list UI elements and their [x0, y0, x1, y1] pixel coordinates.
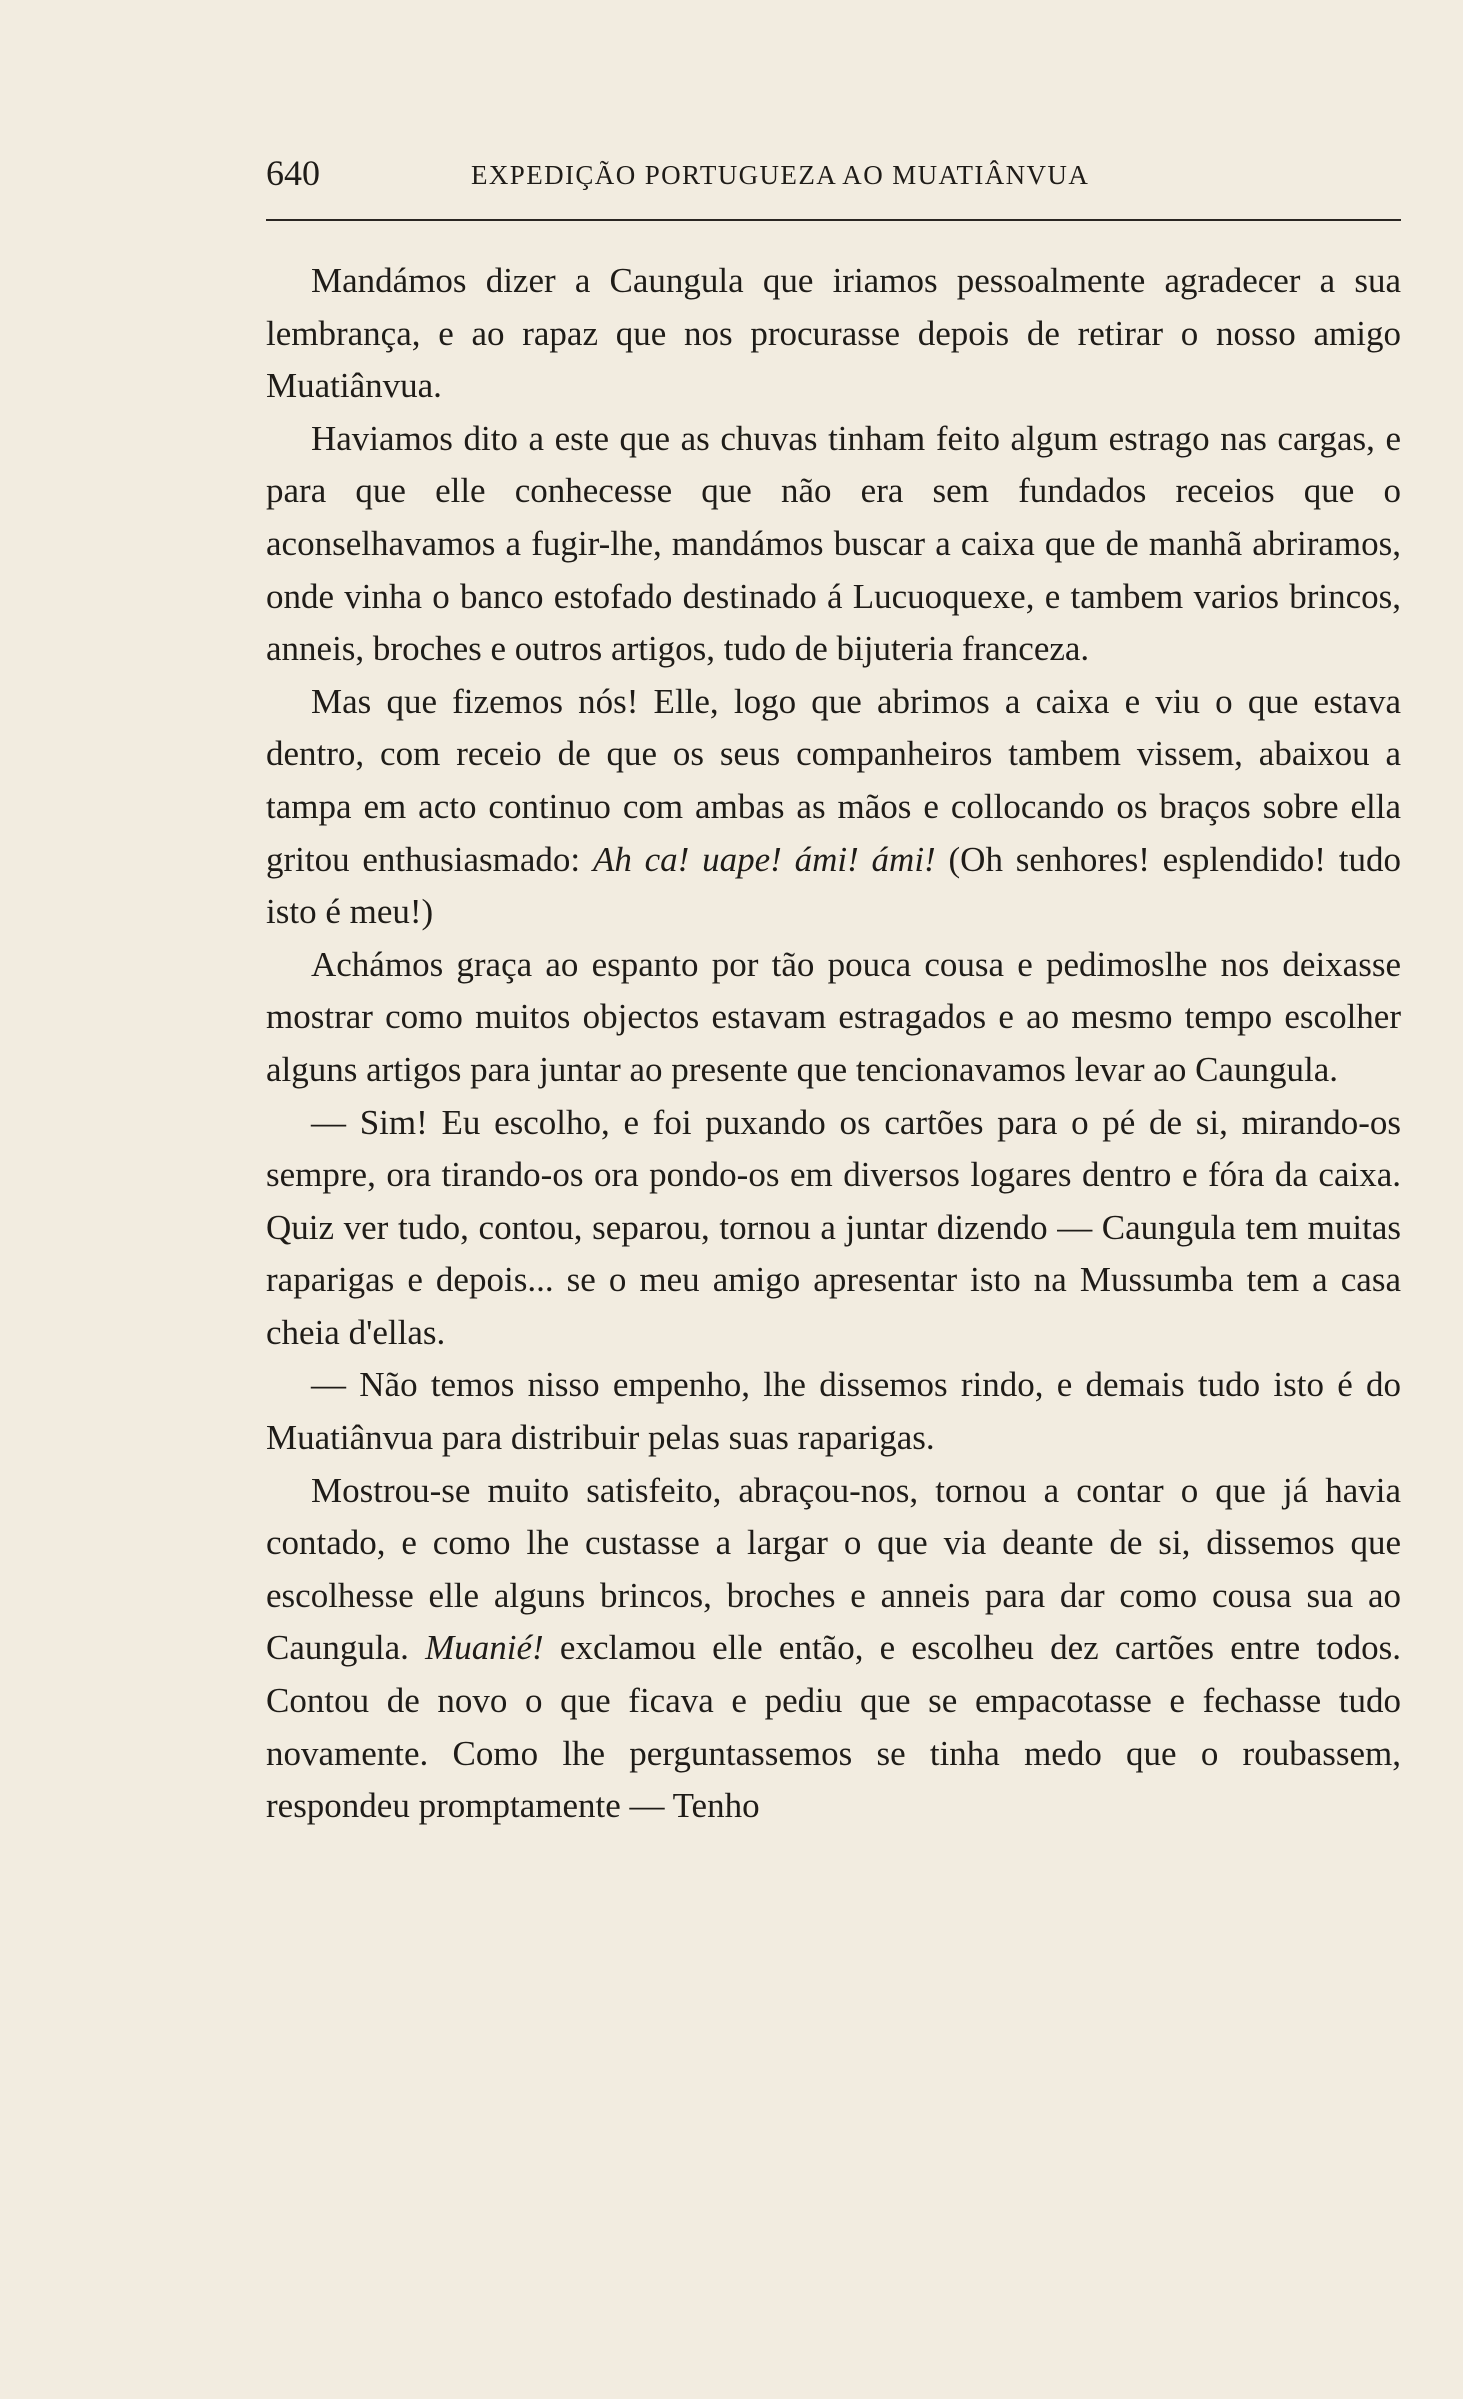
- page-number: 640: [266, 153, 320, 193]
- italic-exclamation: Ah ca! uape! ámi! ámi!: [592, 839, 936, 879]
- paragraph: [266, 939, 1401, 1097]
- italic-exclamation: Muanié!: [425, 1628, 544, 1668]
- paragraph-text: Mandámos dizer a Caungula que iriamos pessoalmente agradecer a sua lembrança, e ao rapaz que nos procurasse depois de retirar o nosso amigo Muatiânvua.: [266, 261, 1401, 406]
- paragraph-text: Achámos graça ao espanto por tão pouca cousa e pedimoslhe nos deixasse mostrar como muitos objectos estavam estragados e ao mesmo tempo escolher alguns artigos para juntar ao presente que tencionavamos levar ao Caungula.: [266, 944, 1401, 1089]
- paragraph: [266, 413, 1401, 676]
- paragraph-text: (Oh senhores! esplendido! tudo isto é meu!): [266, 839, 1401, 932]
- paragraph-text: Haviamos dito a este que as chuvas tinham feito algum estrago nas cargas, e para que elle conhecesse que não era sem fundados receios que o aconselhavamos a fugir-lhe, mandámos buscar a caixa que de manhã abriramos, onde vinha o banco estofado destinado á Lucuoquexe, e tambem varios brincos, anneis, broches e outros artigos, tudo de bijuteria franceza.: [266, 418, 1401, 669]
- paragraph: [266, 1465, 1401, 1833]
- paragraph-text: exclamou elle então, e escolheu dez cartões entre todos. Contou de novo o que ficava e pediu que se empacotasse e fechasse tudo novamente. Como lhe perguntassemos se tinha medo que o roubassem, respondeu promptamente — Tenho: [266, 1628, 1401, 1826]
- paragraph: [266, 1359, 1401, 1464]
- paragraph: [266, 676, 1401, 939]
- running-head: [266, 148, 1401, 198]
- paragraph-text: — Sim! Eu escolho, e foi puxando os cartões para o pé de si, mirando-os sempre, ora tirando-os ora pondo-os em diversos logares dentro e fóra da caixa. Quiz ver tudo, contou, separou, tornou a juntar dizendo — Caungula tem muitas raparigas e depois... se o meu amigo apresentar isto na Mussumba tem a casa cheia d'ellas.: [266, 1102, 1401, 1352]
- body-text: [266, 255, 1401, 1833]
- header-rule: [266, 219, 1401, 221]
- paragraph-text: — Não temos nisso empenho, lhe dissemos rindo, e demais tudo isto é do Muatiânvua para distribuir pelas suas raparigas.: [266, 1365, 1401, 1458]
- paragraph: [266, 255, 1401, 413]
- paragraph-text: Mas que fizemos nós! Elle, logo que abrimos a caixa e viu o que estava dentro, com receio de que os seus companheiros tambem vissem, abaixou a tampa em acto continuo com ambas as mãos e collocando os braços sobre ella gritou enthusiasmado:: [266, 681, 1401, 879]
- paragraph: [266, 1097, 1401, 1360]
- paragraph-text: Mostrou-se muito satisfeito, abraçou-nos, tornou a contar o que já havia contado, e como lhe custasse a largar o que via deante de si, dissemos que escolhesse elle alguns brincos, broches e anneis para dar como cousa sua ao Caungula.: [266, 1470, 1401, 1668]
- running-title: EXPEDIÇÃO PORTUGUEZA AO MUATIÂNVUA: [471, 160, 1090, 190]
